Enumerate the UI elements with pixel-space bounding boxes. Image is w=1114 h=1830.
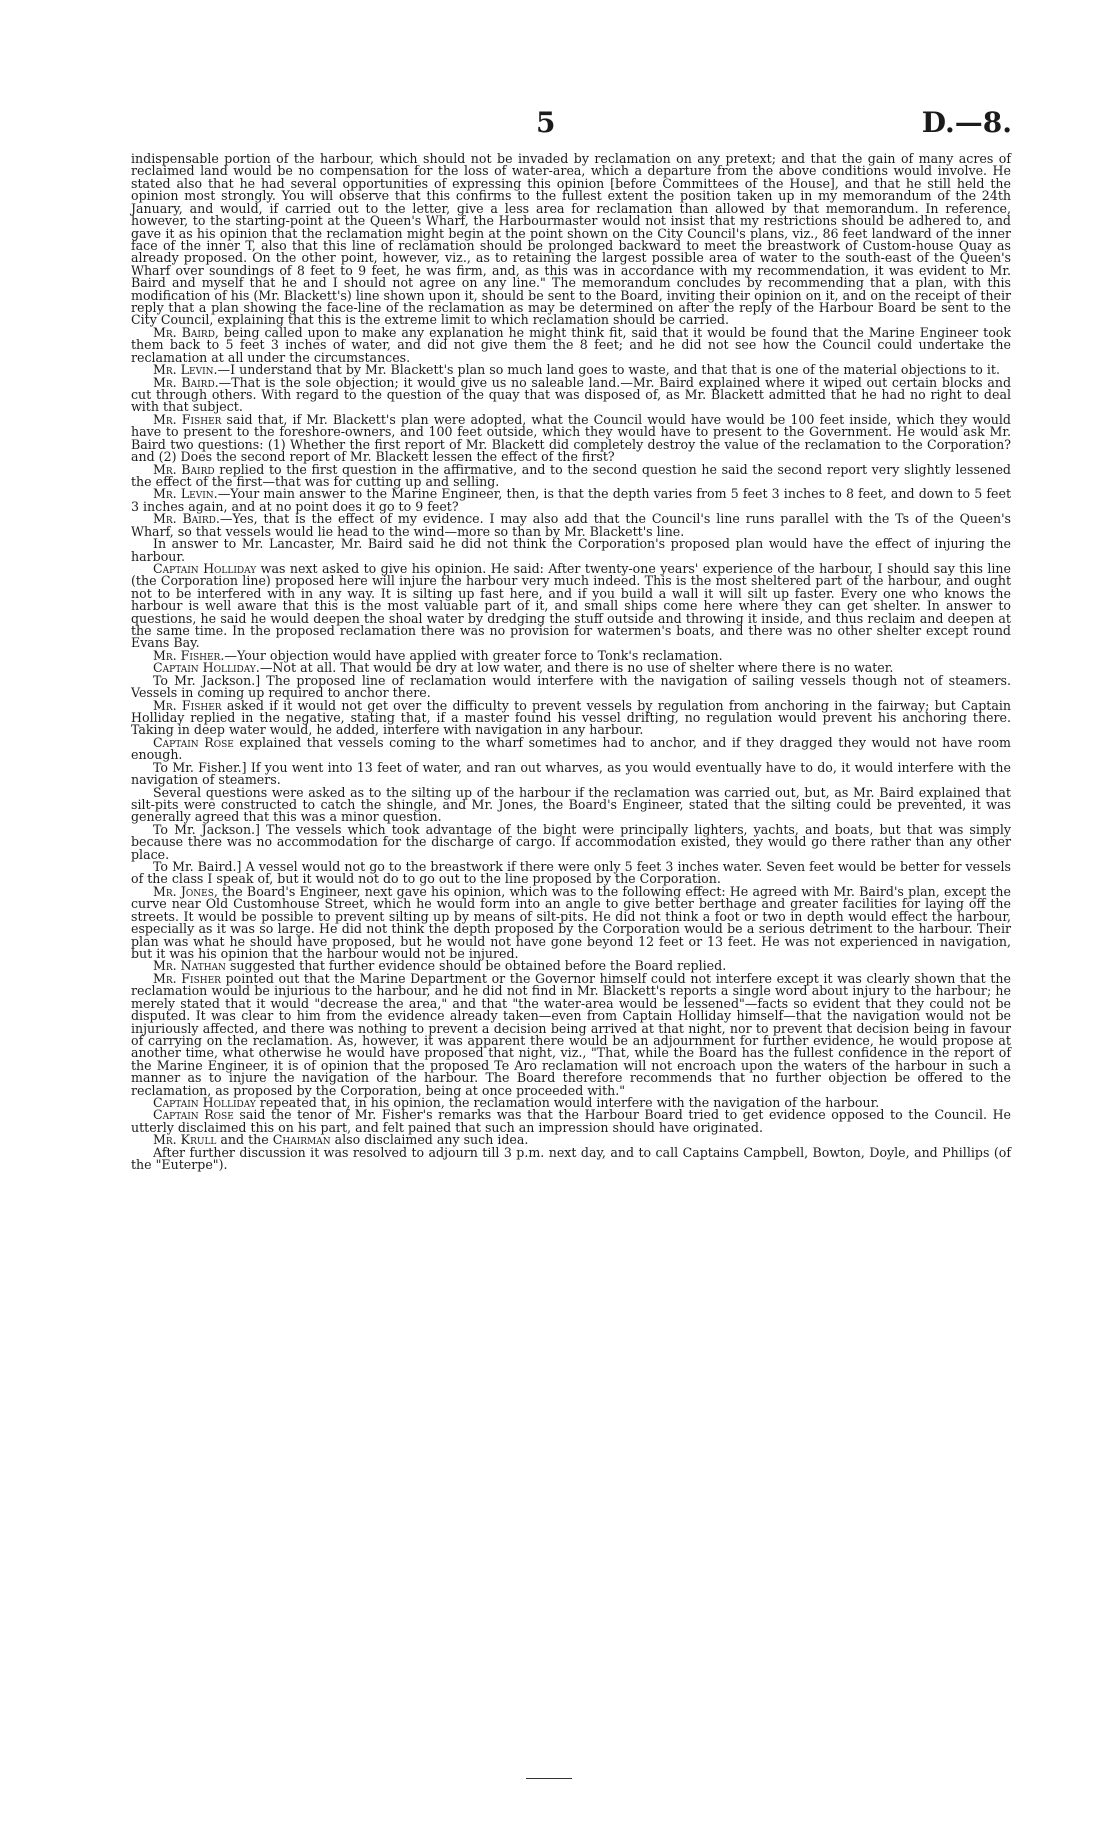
- paragraph: [131, 461, 1011, 489]
- speaker-name: Chairman: [272, 1132, 331, 1148]
- paragraph-text: —Your main answer to the Marine Engineer, then, is that the depth varies from 5 feet 3 inches to 8 feet, and down to 5 feet 3 inches again, and at no point does it go to 9 feet?: [131, 486, 1012, 514]
- paragraph: [131, 672, 1011, 701]
- paragraph: [131, 153, 1011, 327]
- speaker-name: Mr. Levin.: [153, 486, 218, 502]
- speaker-name: Captain Holliday: [153, 1095, 256, 1111]
- page-header: [0, 106, 1114, 146]
- paragraph-text: —I understand that by Mr. Blackett's plan so much land goes to waste, and that that is one of the material objections to it.: [217, 362, 1000, 378]
- speaker-name: Mr. Baird.: [153, 511, 220, 527]
- paragraph-text: To Mr. Jackson.] The vessels which took advantage of the bight were principally lighters, yachts, and boats, but that was simply because there was no accommodation for the discharge of cargo. If accommodation existed, they would go there rather than any other place.: [131, 821, 1011, 862]
- speaker-name: Mr. Fisher.: [153, 647, 225, 663]
- paragraph: [131, 759, 1011, 788]
- paragraph: [131, 1109, 1011, 1134]
- speaker-name: Captain Rose: [153, 1107, 234, 1123]
- paragraph-text: —That is the sole objection; it would give us no saleable land.—Mr. Baird explained where it wiped out certain blocks and cut through others. With regard to the question of the quay that was disposed of, as Mr. Blackett admitted that he had no right to deal with that subject.: [131, 374, 1012, 415]
- paragraph-text: suggested that further evidence should be obtained before the Board replied.: [225, 958, 727, 974]
- speaker-name: Mr. Baird: [153, 461, 215, 477]
- paragraph: [131, 488, 1011, 513]
- paragraph-text: being called upon to make any explanation he might think fit, said that it would be found that the Marine Engineer took them back to 5 feet 3 inches of water, and did not give them the 8 feet; and he did not see how the Council could undertake the reclamation at all under the circumstances.: [131, 324, 1011, 365]
- paragraph: [131, 560, 1012, 651]
- paragraph-text: To Mr. Fisher.] If you went into 13 feet of water, and ran out wharves, as you would eventually have to do, it would interfere with the navigation of steamers.: [131, 759, 1011, 788]
- speaker-name: Mr. Krull: [153, 1132, 217, 1148]
- speaker-name: Mr. Nathan: [153, 958, 226, 974]
- speaker-name: Captain Rose: [153, 734, 234, 750]
- paragraph-text: —Yes, that is the effect of my evidence. I may also add that the Council's line runs parallel with the Ts of the Queen's Wharf, so that vessels would lie head to the wind—more so than by Mr. Blackett's line.: [131, 511, 1011, 539]
- speaker-name: Mr. Levin.: [153, 362, 218, 378]
- speaker-name: Captain Holliday: [153, 560, 257, 576]
- paragraph: [131, 411, 1011, 465]
- paragraph-text: the Board's Engineer, next gave his opinion, which was to the following effect: He agreed with Mr. Baird's plan, except the curve near Old Customhouse Street, which he would form into an angle to give better berthage and greater facilities for laying off the streets. It would be possible to prevent silting up by means of silt-pits. He did not think a foot or two in depth would effect the harbour, especially as it was so large. He did not think the depth proposed by the Corporation would be a serious detriment to the harbour. Their plan was what he should have proposed, but he would not have gone beyond 12 feet or 13 feet. He was not experienced in navigation, but it was his opinion that the harbour would not be injured.: [131, 883, 1011, 961]
- paragraph-text: explained that vessels coming to the wharf sometimes had to anchor, and if they dragged they would not have room enough.: [131, 734, 1011, 763]
- page-number: 5: [536, 106, 556, 139]
- paragraph-text: repeated that, in his opinion, the reclamation would interfere with the navigation of the harbour.: [255, 1095, 880, 1111]
- body-text: [131, 153, 1011, 1172]
- paragraph-text: said the tenor of Mr. Fisher's remarks was that the Harbour Board tried to get evidence opposed to the Council. He utterly disclaimed this on his part, and felt pained that such an impression should have originated.: [131, 1107, 1012, 1135]
- paragraph-text: asked if it would not get over the difficulty to prevent vessels by regulation from anchoring in the fairway; but Captain Holliday replied in the negative, stating that, if a master found his vessel drifting, no regulation would prevent his anchoring there. Taking in deep water would, he added, interfere with navigation in any harbour.: [131, 697, 1011, 738]
- paragraph: [131, 324, 1011, 365]
- document-reference: D.—8.: [921, 106, 1012, 139]
- paragraph-text: In answer to Mr. Lancaster, Mr. Baird said he did not think the Corporation's proposed plan would have the effect of injuring the harbour.: [131, 536, 1011, 564]
- paragraph-text: and the: [216, 1132, 273, 1148]
- paragraph: [131, 538, 1011, 563]
- section-end-rule: [526, 1778, 572, 1779]
- speaker-name: Mr. Fisher: [153, 411, 222, 427]
- speaker-name: Captain Holliday.: [153, 660, 260, 676]
- speaker-name: Mr. Fisher: [153, 697, 222, 713]
- paragraph: [131, 734, 1011, 763]
- paragraph-text: said that, if Mr. Blackett's plan were adopted, what the Council would have would be 100 feet inside, which they would have to present to the foreshore-owners, and 100 feet outside, which they would have to present to the Government. He would ask Mr. Baird two questions: (1) Whether the first report of Mr. Blackett did completely destroy the value of the reclamation to the Corporation? and (2) Does the second report of Mr. Blackett lessen the effect of the first?: [131, 411, 1011, 465]
- speaker-name: Mr. Baird,: [153, 324, 219, 340]
- paragraph: [131, 861, 1011, 886]
- paragraph-text: was next asked to give his opinion. He said: After twenty-one years' experience of the harbour, I should say this line (the Corporation line) proposed here will injure the harbour very much indeed. This is the most sheltered part of the harbour, and ought not to be interfered with in any way. It is silting up fast here, and if you build a wall it will silt up faster. Every one who knows the harbour is well aware that this is the most valuable part of it, and small ships come here where they can get shelter. In answer to questions, he said he would deepen the shoal water by dredging the stuff outside and throwing it inside, and thus reclaim and deepen at the same time. In the proposed reclamation there was no provision for watermen's boats, and there was no other shelter except round Evans Bay.: [131, 560, 1012, 651]
- paragraph-text: indispensable portion of the harbour, which should not be invaded by reclamation on any pretext; and that the gain of many acres of reclaimed land would be no compensation for the loss of water-area, which a departure from the above conditions would involve. He stated also that he had several opportunities of expressing this opinion [before Committees of the House], and that he still held the opinion most strongly. You will observe that this confirms to the fullest extent the position taken up in my memorandum of the 24th January, and would, if carried out to the letter, give a less area for reclamation than allowed by that memorandum. In reference, however, to the starting-point at the Queen's Wharf, the Harbourmaster would not insist that my restrictions should be adhered to, and gave it as his opinion that the reclamation might begin at the point shown on the City Council's plans, viz., 86 feet landward of the inner face of the inner T, also that this line of reclamation should be prolonged backward to meet the breastwork of Custom-house Quay as already proposed. On the other point, however, viz., as to retaining the largest possible area of water to the south-east of the Queen's Wharf over soundings of 8 feet to 9 feet, he was firm, and, as this was in accordance with my recommendation, it was evident to Mr. Baird and myself that he and I should not agree on any line." The memorandum concludes by recommending that a plan, with this modification of his (Mr. Blackett's) line shown upon it, should be sent to the Board, inviting their opinion on it, and on the receipt of their reply that a plan showing the face-line of the reclamation as may be determined on after the reply of the Harbour Board be sent to the City Council, explaining that this is the extreme limit to which reclamation should be carried.: [131, 151, 1011, 328]
- paragraph: [131, 1144, 1011, 1173]
- paragraph-text: replied to the first question in the affirmative, and to the second question he said the second report very slightly lessened the effect of the first—that was for cutting up and selling.: [131, 461, 1011, 489]
- paragraph: [131, 697, 1011, 738]
- paragraph: [131, 374, 1012, 415]
- paragraph-text: pointed out that the Marine Department or the Governor himself could not interfere except it was clearly shown that the reclamation would be injurious to the harbour, and he did not find in Mr. Blackett's reports a single word about injury to the harbour; he merely stated that it would "decrease the area," and that "the water-area would be lessened"—facts so evident that they could not be disputed. It was clear to him from the evidence already taken—even from Captain Holliday himself—that the navigation would not be injuriously affected, and there was nothing to prevent a decision being arrived at that night, nor to prevent that decision being in favour of carrying on the reclamation. As, however, it was apparent there would be an adjournment for further evidence, he would propose at another time, what otherwise he would have proposed that night, viz., "That, while the Board has the fullest confidence in the report of the Marine Engineer, it is of opinion that the proposed Te Aro reclamation will not encroach upon the waters of the harbour in such a manner as to injure the navigation of the harbour. The Board therefore recommends that no further objection be offered to the reclamation, as proposed by the Corporation, being at once proceeded with.": [131, 970, 1011, 1098]
- paragraph: [131, 784, 1011, 825]
- paragraph-text: To Mr. Baird.] A vessel would not go to the breastwork if there were only 5 feet 3 inches water. Seven feet would be better for vessels of the class I speak of, but it would not do to go out to the line proposed by the Corporation.: [131, 859, 1011, 887]
- paragraph: [131, 970, 1011, 1098]
- speaker-name: Mr. Fisher: [153, 970, 221, 986]
- paragraph-text: After further discussion it was resolved to adjourn till 3 p.m. next day, and to call Captains Campbell, Bowton, Doyle, and Phillips (of the "Euterpe").: [131, 1144, 1011, 1173]
- paragraph-text: Several questions were asked as to the silting up of the harbour if the reclamation was carried out, but, as Mr. Baird explained that silt-pits were constructed to catch the shingle, and Mr. Jones, the Board's Engineer, stated that the silting could be prevented, it was generally agreed that this was a minor question.: [131, 784, 1011, 825]
- speaker-name: Mr. Baird.: [153, 374, 219, 390]
- paragraph-text: —Your objection would have applied with greater force to Tonk's reclamation.: [224, 647, 723, 663]
- speaker-name: Mr. Jones,: [153, 883, 218, 899]
- paragraph-text: To Mr. Jackson.] The proposed line of reclamation would interfere with the navigation of sailing vessels though not of steamers. Vessels in coming up required to anchor there.: [131, 672, 1011, 701]
- paragraph: [131, 821, 1011, 862]
- paragraph-text: —Not at all. That would be dry at low water, and there is no use of shelter where there is no water.: [259, 660, 894, 676]
- paragraph: [131, 883, 1011, 961]
- paragraph: [131, 513, 1011, 538]
- paragraph-text: also disclaimed any such idea.: [330, 1132, 529, 1148]
